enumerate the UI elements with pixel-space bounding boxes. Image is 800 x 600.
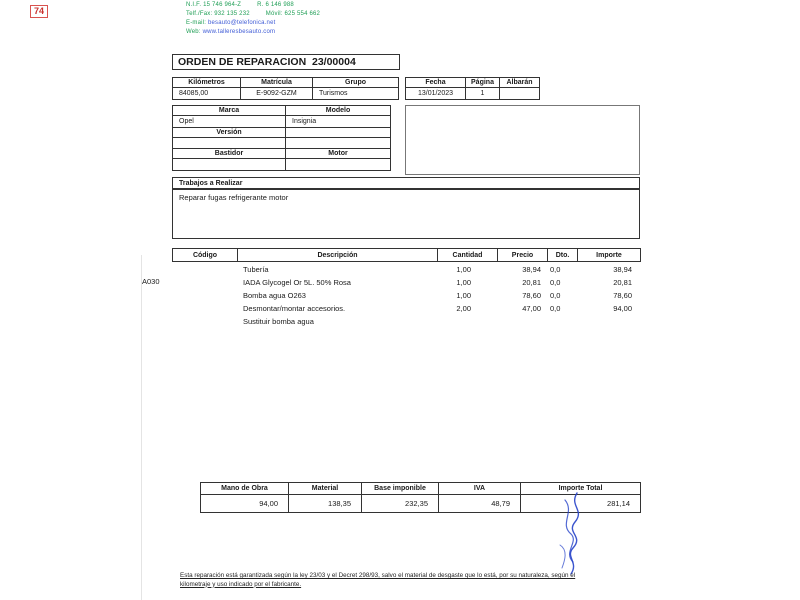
- modelo-value: Insignia: [286, 116, 391, 128]
- marca-value: Opel: [173, 116, 286, 128]
- trabajos-content-box: [172, 189, 640, 239]
- fecha-header: Fecha: [406, 78, 466, 88]
- document-title-text: ORDEN DE REPARACION 23/00004: [178, 56, 356, 68]
- modelo-header: Modelo: [286, 106, 391, 116]
- importe-column-header: Importe: [578, 249, 641, 262]
- table-row: IADA Glycogel Or 5L. 50% Rosa 1,00 20,81 0,0 20,81: [243, 278, 632, 287]
- bastidor-header: Bastidor: [173, 149, 286, 159]
- version-value-spacer: [286, 138, 391, 149]
- bastidor-value: [173, 159, 286, 171]
- document-title: [172, 54, 400, 70]
- material-header: Material: [289, 483, 362, 495]
- mano-de-obra-value: 94,00: [201, 495, 289, 513]
- base-imponible-header: Base imponible: [362, 483, 439, 495]
- items-table-header: [172, 248, 641, 262]
- iva-header: IVA: [439, 483, 521, 495]
- version-value: [173, 138, 286, 149]
- descripcion-column-header: Descripción: [238, 249, 438, 262]
- kilometros-value: 84085,00: [173, 88, 241, 100]
- albaran-value: [500, 88, 540, 100]
- date-page-table: [405, 77, 540, 100]
- contact-line-phone: Telf./Fax: 932 135 232 Móvil: 625 554 662: [186, 11, 321, 17]
- kilometros-header: Kilómetros: [173, 78, 241, 88]
- codigo-column-header: Código: [173, 249, 238, 262]
- vehicle-info-table: [172, 77, 399, 100]
- grupo-value: Turismos: [313, 88, 399, 100]
- base-imponible-value: 232,35: [362, 495, 439, 513]
- matricula-value: E-9092-GZM: [241, 88, 313, 100]
- dto-column-header: Dto.: [548, 249, 578, 262]
- cantidad-column-header: Cantidad: [438, 249, 498, 262]
- contact-line-web: Web: www.talleresbesauto.com: [186, 29, 276, 35]
- version-header: Versión: [173, 128, 286, 138]
- handwritten-signature-scribble: [535, 490, 605, 577]
- table-row: Bomba agua O263 1,00 78,60 0,0 78,60: [243, 291, 632, 300]
- warranty-footer-line1: Esta reparación está garantizada según la ley 23/03 y el Decret 298/93, salvo el material de desgaste que lo está, por su naturaleza, según el: [180, 572, 576, 579]
- customer-address-box: [405, 105, 640, 175]
- albaran-header: Albarán: [500, 78, 540, 88]
- precio-column-header: Precio: [498, 249, 548, 262]
- margin-code: A030: [142, 277, 160, 286]
- motor-value: [286, 159, 391, 171]
- importe-total-value: 281,14: [521, 495, 641, 513]
- warranty-footer-line2: kilometraje y uso indicado por el fabricante.: [180, 580, 302, 588]
- mano-de-obra-header: Mano de Obra: [201, 483, 289, 495]
- matricula-header: Matrícula: [241, 78, 313, 88]
- corner-page-number: 74: [30, 5, 48, 18]
- iva-value: 48,79: [439, 495, 521, 513]
- table-row: Desmontar/montar accesorios. 2,00 47,00 0,0 94,00: [243, 304, 632, 313]
- pagina-value: 1: [466, 88, 500, 100]
- table-row: Tubería 1,00 38,94 0,0 38,94: [243, 265, 632, 274]
- importe-total-header: Importe Total: [521, 483, 641, 495]
- items-table-body: [172, 263, 640, 328]
- trabajos-header-label: Trabajos a Realizar: [179, 179, 243, 187]
- grupo-header: Grupo: [313, 78, 399, 88]
- material-value: 138,35: [289, 495, 362, 513]
- contact-line-email: E-mail: besauto@telefonica.net: [186, 20, 276, 26]
- trabajos-header: [172, 177, 640, 189]
- contact-line-nif: N.I.F. 15 746 964-Z R. 6 146 988: [186, 2, 294, 8]
- fecha-value: 13/01/2023: [406, 88, 466, 100]
- table-row: Sustituir bomba agua: [243, 317, 314, 326]
- motor-header: Motor: [286, 149, 391, 159]
- warranty-footer-text: [180, 572, 650, 589]
- trabajos-text: Reparar fugas refrigerante motor: [179, 193, 289, 202]
- scan-edge-line: [141, 255, 142, 600]
- marca-header: Marca: [173, 106, 286, 116]
- version-header-spacer: [286, 128, 391, 138]
- letterhead-contact-block: [186, 1, 320, 37]
- pagina-header: Página: [466, 78, 500, 88]
- vehicle-details-table: [172, 105, 391, 171]
